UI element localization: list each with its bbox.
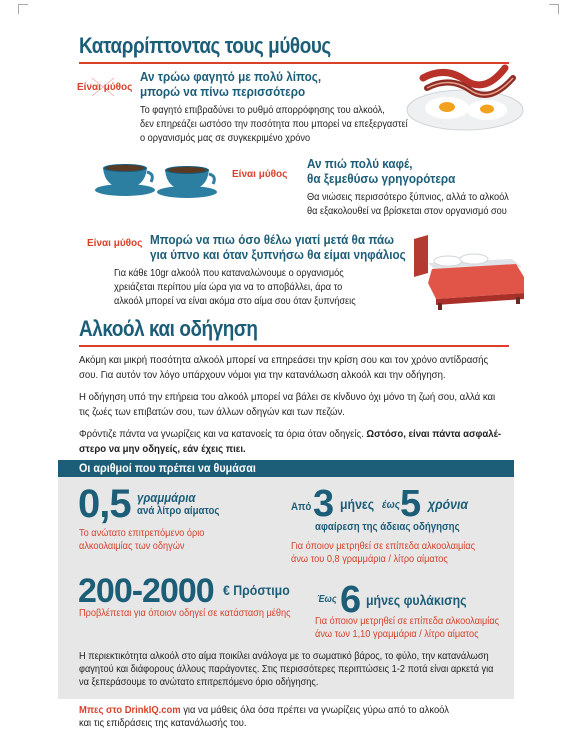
driving-para3-bold1: Ωστόσο, είναι πάντα ασφαλέ-: [363, 429, 502, 440]
myth-3-body-line1: Για κάθε 10gr αλκοόλ που καταναλώνουμε ο οργανισμός: [114, 268, 344, 279]
drinkiq-link[interactable]: Μπες στο DrinkIQ.com: [79, 705, 181, 716]
prison-desc-line2: άνω των 1,10 γραμμάρια / λίτρο αίματος: [315, 629, 479, 640]
suspension-max-value: 5: [400, 483, 422, 525]
prison-prefix: Έως: [317, 594, 337, 605]
driving-para2-line2: τις ζωές των επιβατών σου, των άλλων οδηγών και των πεζών.: [79, 407, 345, 418]
crop-mark-right: [549, 4, 559, 14]
driving-title: Αλκοόλ και οδήγηση: [79, 316, 258, 341]
suspension-min-unit: μήνες: [340, 496, 375, 512]
myth-2-heading-line2: θα ξεμεθύσω γρηγορότερα: [307, 171, 456, 186]
bacon-eggs-illustration: [405, 58, 525, 133]
fine-unit: € Πρόστιμο: [223, 582, 290, 598]
myth-1-body-line3: ο οργανισμός μας σε συγκεκριμένο χρόνο: [140, 133, 311, 144]
driving-para2-line1: Η οδήγηση υπό την επήρεια του αλκοόλ μπορεί να βάλει σε κίνδυνο όχι μόνο τη ζωή σου, αλλά και: [79, 392, 496, 403]
driving-para1-line2: σου. Για αυτόν τον λόγο υπάρχουν νόμοι για την κατανάλωση αλκοόλ και την οδήγηση.: [79, 370, 446, 381]
driving-para3-bold2: στερο να μην οδηγείς, εάν έχεις πιει.: [79, 444, 246, 455]
myth-2-body-line2: θα εξακολουθεί να βρίσκεται στον οργανισμό σου: [307, 206, 507, 217]
suspension-min-value: 3: [313, 483, 335, 525]
suspension-desc-line2: άνω του 0,8 γραμμάρια / λίτρο αίματος: [291, 554, 448, 565]
myth-3-body-line3: αλκοόλ μπορεί να είναι ακόμα στο αίμα σου όταν ξυπνήσεις: [114, 296, 356, 307]
suspension-label: αφαίρεση της άδειας οδήγησης: [315, 521, 460, 533]
bac-limit-desc-line2: αλκοολαιμίας των οδηγών: [79, 541, 185, 552]
myth-1-heading-line2: μπορώ να πίνω περισσότερο: [140, 84, 306, 99]
myths-title: Καταρρίπτοντας τους μύθους: [79, 33, 331, 58]
suspension-max-unit: χρόνια: [428, 496, 469, 512]
coffee-cups-illustration: [93, 156, 223, 202]
suspension-desc-line1: Για όποιον μετρηθεί σε επίπεδα αλκοολαιμίας: [291, 541, 476, 552]
myth-1-body-line2: δεν επηρεάζει ωστόσο την ποσότητα που μπορεί να επεξεργαστεί: [140, 119, 408, 130]
driving-title-rule: [79, 345, 509, 347]
suspension-prefix: Από: [291, 501, 312, 513]
footer-line2: και τις επιδράσεις της κατανάλωσής του.: [79, 718, 247, 729]
myth-3-heading-line1: Μπορώ να πιω όσο θέλω γιατί μετά θα πάω: [150, 232, 395, 247]
driving-para3-plain: Φρόντιζε πάντα να γνωρίζεις και να κατανοείς τα όρια όταν οδηγείς.: [79, 429, 364, 440]
prison-unit: μήνες φυλάκισης: [366, 592, 467, 608]
fine-value: 200-2000: [78, 572, 214, 610]
bac-limit-desc-line1: Το ανώτατο επιτρεπόμενο όριο: [79, 528, 205, 539]
bac-note-line1: Η περιεκτικότητα αλκοόλ στο αίμα ποικίλει ανάλογα με το σωματικό βάρος, το φύλο, την κατανάλωση: [79, 651, 489, 662]
crop-mark-left: [18, 4, 28, 14]
prison-value: 6: [340, 579, 362, 621]
myth-1-body-line1: Το φαγητό επιβραδύνει το ρυθμό απορρόφησης του αλκοόλ,: [140, 105, 385, 116]
bed-illustration: [412, 233, 524, 311]
prison-desc-line1: Για όποιον μετρηθεί σε επίπεδα αλκοολαιμίας: [315, 616, 500, 627]
bac-note-line2: φαγητού και διάφορους άλλους παράγοντες. Στις περισσότερες περιπτώσεις 1-2 ποτά είναι αρκετά για: [79, 664, 494, 675]
myth-3-heading-line2: για ύπνο και όταν ξυπνήσω θα είμαι νηφάλιος: [150, 247, 406, 262]
suspension-mid: έως: [382, 499, 400, 511]
myth-stamp-3: Είναι μύθος: [87, 238, 143, 249]
footer-line1: [79, 704, 449, 717]
myth-3-body-line2: χρειάζεται περίπου μία ώρα για να το αποβάλλει, άρα το: [114, 282, 343, 293]
fine-desc: Προβλέπεται για όποιον οδηγεί σε κατάσταση μέθης: [79, 608, 291, 619]
myth-2-heading-line1: Αν πιώ πολύ καφέ,: [307, 156, 413, 171]
myth-stamp-icon: [88, 74, 118, 100]
driving-para1-line1: Ακόμη και μικρή ποσότητα αλκοόλ μπορεί να επηρεάσει την κρίση σου και τον χρόνο αντίδρασής: [79, 355, 489, 366]
footer-text1: για να μάθεις όλα όσα πρέπει να γνωρίζεις γύρω από το αλκοόλ: [180, 705, 449, 716]
myth-stamp-1: Είναι μύθος: [77, 82, 133, 93]
bac-note-line3: να ξεπεράσουμε το ανώτατο επιτρεπόμενο όριο οδήγησης.: [79, 677, 319, 688]
bac-limit-unit2: ανά λίτρο αίματος: [137, 505, 220, 517]
bac-limit-value: 0,5: [78, 482, 131, 526]
numbers-band-title: Οι αριθμοί που πρέπει να θυμάσαι: [79, 461, 256, 475]
bac-limit-unit1: γραμμάρια: [137, 490, 196, 505]
driving-para3-line1: [79, 427, 501, 442]
myth-1-heading-line1: Αν τρώω φαγητό με πολύ λίπος,: [140, 69, 322, 84]
myth-stamp-2: Είναι μύθος: [232, 169, 288, 180]
myth-2-body-line1: Θα νιώσεις περισσότερο ξύπνιος, αλλά το αλκοόλ: [307, 192, 509, 203]
